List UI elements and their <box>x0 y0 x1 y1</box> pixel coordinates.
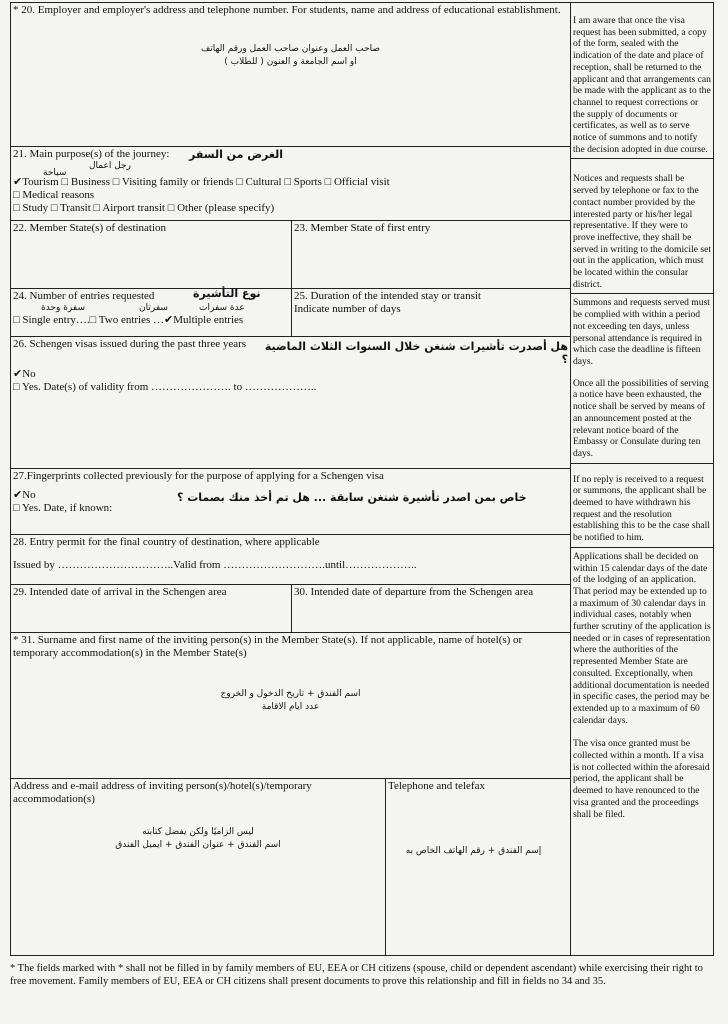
telephone-field[interactable] <box>385 779 561 956</box>
field-25-label: 25. Duration of the intended stay or transit <box>294 290 481 302</box>
field-26-arabic-question: هل أصدرت تأشيرات شنغن خلال السنوات الثلاث الماضية ؟ <box>264 340 568 366</box>
notice-text-3: Summons and requests served must be complied with within a period not exceeding ten days, unless personal attendance is required in which case the deadline is fifteen days. <box>573 297 710 367</box>
field-24-arabic-two: سفرتان <box>139 303 168 313</box>
field-20-employer[interactable] <box>11 3 570 147</box>
fields-24-25-row <box>11 289 570 337</box>
field-21-arabic-tourism: سياحة <box>43 168 67 178</box>
field-21-options-line3[interactable]: □ Study □ Transit □ Airport transit □ Other (please specify) <box>13 202 275 214</box>
notice-text-7: The visa once granted must be collected within a month. If a visa is not collected within the aforesaid period, the applicant shall be deemed to have renounced to the visa granted and the proceedings shall be filed. <box>573 738 710 820</box>
field-30-label: 30. Intended date of departure from the Schengen area <box>294 586 534 598</box>
field-21-arabic-business: رجل اعمال <box>89 161 131 171</box>
address-arabic-line1: ليس الزاميًا ولكن يفضل كتابته <box>142 827 254 837</box>
footer-note: * The fields marked with * shall not be filled in by family members of EU, EEA or CH citizens (spouse, child or dependent ascendant) while exercising their right to free movement. Family members of EU, EEA or CH citizens shall present documents to prove this relationship and fill in fields no 34 and 35. <box>10 963 703 987</box>
field-23-first-entry[interactable] <box>291 221 561 288</box>
notice-paragraph-1 <box>571 3 713 159</box>
legal-notes-column <box>570 2 714 956</box>
form-left-column <box>10 2 570 956</box>
field-20-label: * 20. Employer and employer's address and telephone number. For students, name and address of educational establishment. <box>13 4 561 16</box>
field-24-arabic-single: سفرة وحدة <box>41 303 85 313</box>
telephone-label: Telephone and telefax <box>388 780 485 792</box>
field-24-label: 24. Number of entries requested <box>13 290 155 302</box>
field-22-destination[interactable] <box>11 221 291 288</box>
field-30-departure[interactable] <box>291 585 561 632</box>
field-27-label: 27.Fingerprints collected previously for the purpose of applying for a Schengen visa <box>13 470 384 482</box>
field-20-arabic-line2: او اسم الجامعة و العنون ( للطلاب ) <box>224 57 357 67</box>
field-31-inviting-person[interactable] <box>11 633 570 779</box>
notice-paragraph-3 <box>571 294 713 367</box>
field-21-purpose[interactable] <box>11 147 570 221</box>
field-31-arabic-line1: اسم الفندق + تاريخ الدخول و الخروج <box>220 689 361 699</box>
field-24-options[interactable]: □ Single entry….□ Two entries …✔Multiple entries <box>13 314 244 326</box>
field-25-sub: Indicate number of days <box>294 303 401 315</box>
field-20-arabic-line1: صاحب العمل وعنوان صاحب العمل ورقم الهاتف <box>200 44 381 54</box>
notice-text-6: Applications shall be decided on within 15 calendar days of the date of the lodging of an application. That period may be extended up to a maximum of 30 calendar days in individual cases, notably when further scrutiny of the application is needed or in cases of representation where the authorities of the represented Member State are consulted. Exceptionally, when additional documentation is needed in specific cases, the period may be extended up to a maximum of 60 calendar days. <box>573 550 711 726</box>
notice-paragraph-2 <box>571 159 713 294</box>
address-telephone-row <box>11 779 570 956</box>
field-29-arrival[interactable] <box>11 585 291 632</box>
field-25-duration[interactable] <box>291 289 561 336</box>
field-27-yes-option[interactable]: □ Yes. Date, if known: <box>13 502 113 514</box>
field-23-label: 23. Member State of first entry <box>294 222 431 234</box>
field-29-label: 29. Intended date of arrival in the Schengen area <box>13 586 227 598</box>
field-27-fingerprints[interactable] <box>11 469 570 535</box>
notice-paragraph-4 <box>571 368 713 464</box>
field-24-arabic-multi: عدة سفرات <box>199 303 245 313</box>
notice-paragraph-6 <box>571 548 713 727</box>
field-24-arabic-title: نوع التأشيرة <box>193 287 261 300</box>
telephone-arabic: إسم الفندق + رقم الهاتف الخاص به <box>405 846 542 856</box>
field-27-arabic-question: خاص بمن اصدر تأشيرة شنغن سابقة ... هل تم أخذ منك بصمات ؟ <box>177 491 527 504</box>
field-28-entry-permit[interactable] <box>11 535 570 585</box>
address-label: Address and e-mail address of inviting person(s)/hotel(s)/temporary accommodation(s) <box>13 780 312 805</box>
field-26-no-option[interactable]: ✔No <box>13 368 36 380</box>
field-26-label: 26. Schengen visas issued during the past three years <box>13 338 247 350</box>
inviting-address-field[interactable] <box>11 779 385 956</box>
field-28-issued-line[interactable]: Issued by …………………………..Valid from ……………………….until……………….. <box>13 559 417 571</box>
field-26-yes-option[interactable]: □ Yes. Date(s) of validity from …………………. to ……………….. <box>13 381 317 393</box>
field-21-options-line2[interactable]: □ Medical reasons <box>13 189 95 201</box>
field-31-label: * 31. Surname and first name of the inviting person(s) in the Member State(s). If not applicable, name of hotel(s) or temporary accommodation(s) in the Member State(s) <box>13 634 523 659</box>
field-31-arabic-line2: عدد ايام الاقامة <box>261 702 320 712</box>
field-21-label: 21. Main purpose(s) of the journey: <box>13 148 170 160</box>
field-26-previous-visas[interactable] <box>11 337 570 469</box>
field-21-options-line1[interactable]: ✔Tourism □ Business □ Visiting family or friends □ Cultural □ Sports □ Official visit <box>13 176 390 188</box>
field-27-no-option[interactable]: ✔No <box>13 489 36 501</box>
field-28-label: 28. Entry permit for the final country of destination, where applicable <box>13 536 320 548</box>
field-22-label: 22. Member State(s) of destination <box>13 222 167 234</box>
notice-text-2: Notices and requests shall be served by telephone or fax to the contact number provided by the interested party or his/her legal representative. If they were to prove ineffective, they shall be served in writing to the domicile set out in the application, which must be located within the consular district. <box>573 173 712 290</box>
address-arabic-line2: اسم الفندق + عنوان الفندق + ايميل الفندق <box>115 840 281 850</box>
notice-paragraph-5 <box>571 464 713 548</box>
notice-text-4: Once all the possibilities of serving a notice have been exhausted, the notice shall be served by means of an announcement posted at the relevant notice board of the Embassy or Consulate during ten days. <box>573 377 709 459</box>
fields-22-23-row <box>11 221 570 289</box>
notice-paragraph-7 <box>571 726 713 820</box>
notice-text-5: If no reply is received to a request or summons, the applicant shall be deemed to have withdrawn his request and the resolution establishing this to be the case shall be notified to him. <box>573 473 710 544</box>
notice-text-1: I am aware that once the visa request has been submitted, a copy of the form, sealed with the indication of the date and place of reception, shall be returned to the applicant and that arrangements can be made with the applicant as to the channel to request corrections or the supply of documents or certificates, as well as to serve notice of summons and to notify the decision adopted in due course. <box>573 15 711 155</box>
field-21-arabic-title: الغرض من السفر <box>189 148 283 161</box>
fields-29-30-row <box>11 585 570 633</box>
field-24-entries[interactable] <box>11 289 291 336</box>
